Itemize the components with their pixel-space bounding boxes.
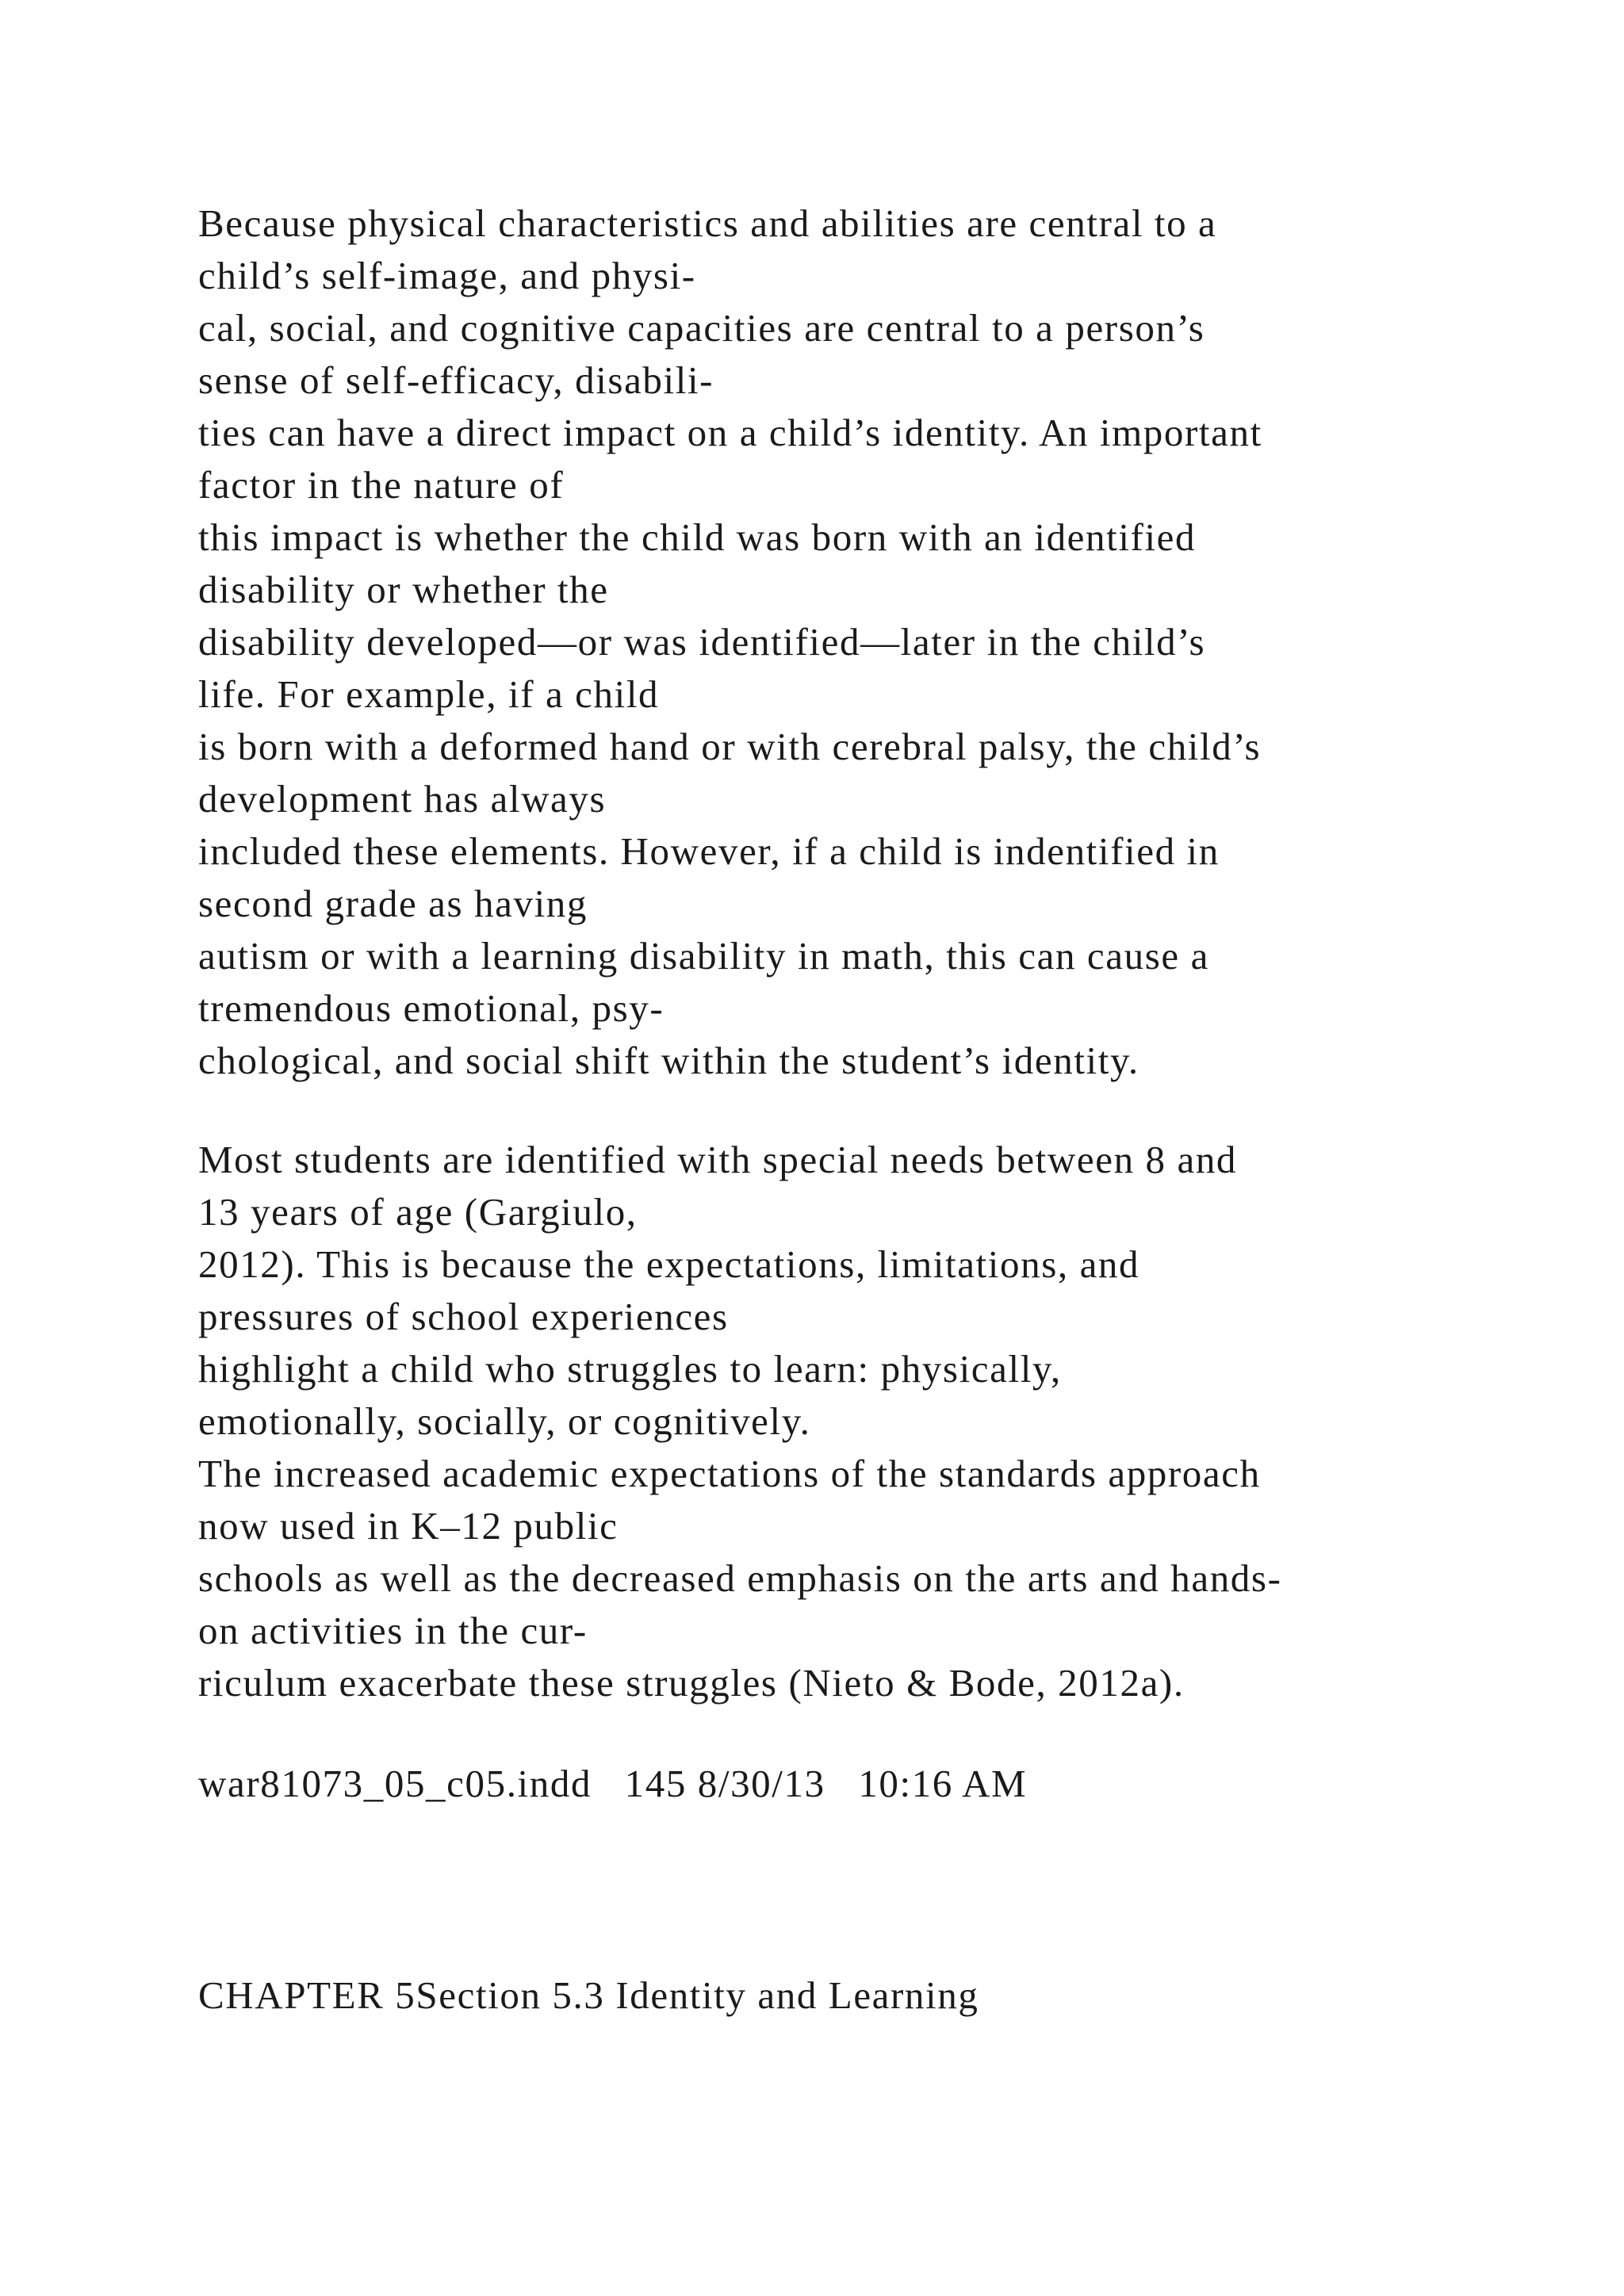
- text-line: cal, social, and cognitive capacities are central to a person’s: [198, 306, 1205, 350]
- text-line: autism or with a learning disability in math, this can cause a: [198, 934, 1209, 978]
- header-text: CHAPTER 5Section 5.3 Identity and Learning: [198, 1973, 979, 2017]
- text-line: 2012). This is because the expectations, limitations, and: [198, 1242, 1140, 1286]
- body-paragraph-2: [198, 1134, 1594, 1709]
- text-line: pressures of school experiences: [198, 1295, 729, 1338]
- text-line: riculum exacerbate these struggles (Nieto & Bode, 2012a).: [198, 1661, 1185, 1705]
- text-line: on activities in the cur-: [198, 1609, 588, 1652]
- text-line: factor in the nature of: [198, 463, 565, 507]
- text-line: Because physical characteristics and abilities are central to a: [198, 201, 1217, 245]
- text-line: disability or whether the: [198, 568, 609, 611]
- text-line: now used in K–12 public: [198, 1504, 619, 1548]
- text-line: tremendous emotional, psy-: [198, 986, 665, 1030]
- text-line: child’s self-image, and physi-: [198, 254, 696, 297]
- text-line: life. For example, if a child: [198, 672, 660, 716]
- text-line: Most students are identified with special needs between 8 and: [198, 1138, 1238, 1181]
- running-header: [198, 1969, 1594, 2022]
- text-line: The increased academic expectations of the standards approach: [198, 1452, 1261, 1495]
- text-line: second grade as having: [198, 882, 588, 925]
- text-line: is born with a deformed hand or with cerebral palsy, the child’s: [198, 725, 1262, 768]
- text-line: chological, and social shift within the student’s identity.: [198, 1039, 1139, 1082]
- text-line: this impact is whether the child was born with an identified: [198, 515, 1197, 559]
- text-line: schools as well as the decreased emphasis on the arts and hands-: [198, 1556, 1282, 1600]
- footer-text: war81073_05_c05.indd 145 8/30/13 10:16 AM: [198, 1762, 1028, 1805]
- text-line: highlight a child who struggles to learn: physically,: [198, 1347, 1062, 1391]
- text-line: disability developed—or was identified—later in the child’s: [198, 620, 1206, 664]
- text-line: ties can have a direct impact on a child’s identity. An important: [198, 411, 1262, 454]
- print-footer: [198, 1758, 1594, 1810]
- text-line: sense of self-efficacy, disabili-: [198, 358, 714, 402]
- text-line: emotionally, socially, or cognitively.: [198, 1399, 811, 1443]
- body-paragraph-1: [198, 197, 1594, 1087]
- text-line: 13 years of age (Gargiulo,: [198, 1190, 638, 1234]
- text-line: development has always: [198, 777, 607, 821]
- text-line: included these elements. However, if a child is indentified in: [198, 829, 1220, 873]
